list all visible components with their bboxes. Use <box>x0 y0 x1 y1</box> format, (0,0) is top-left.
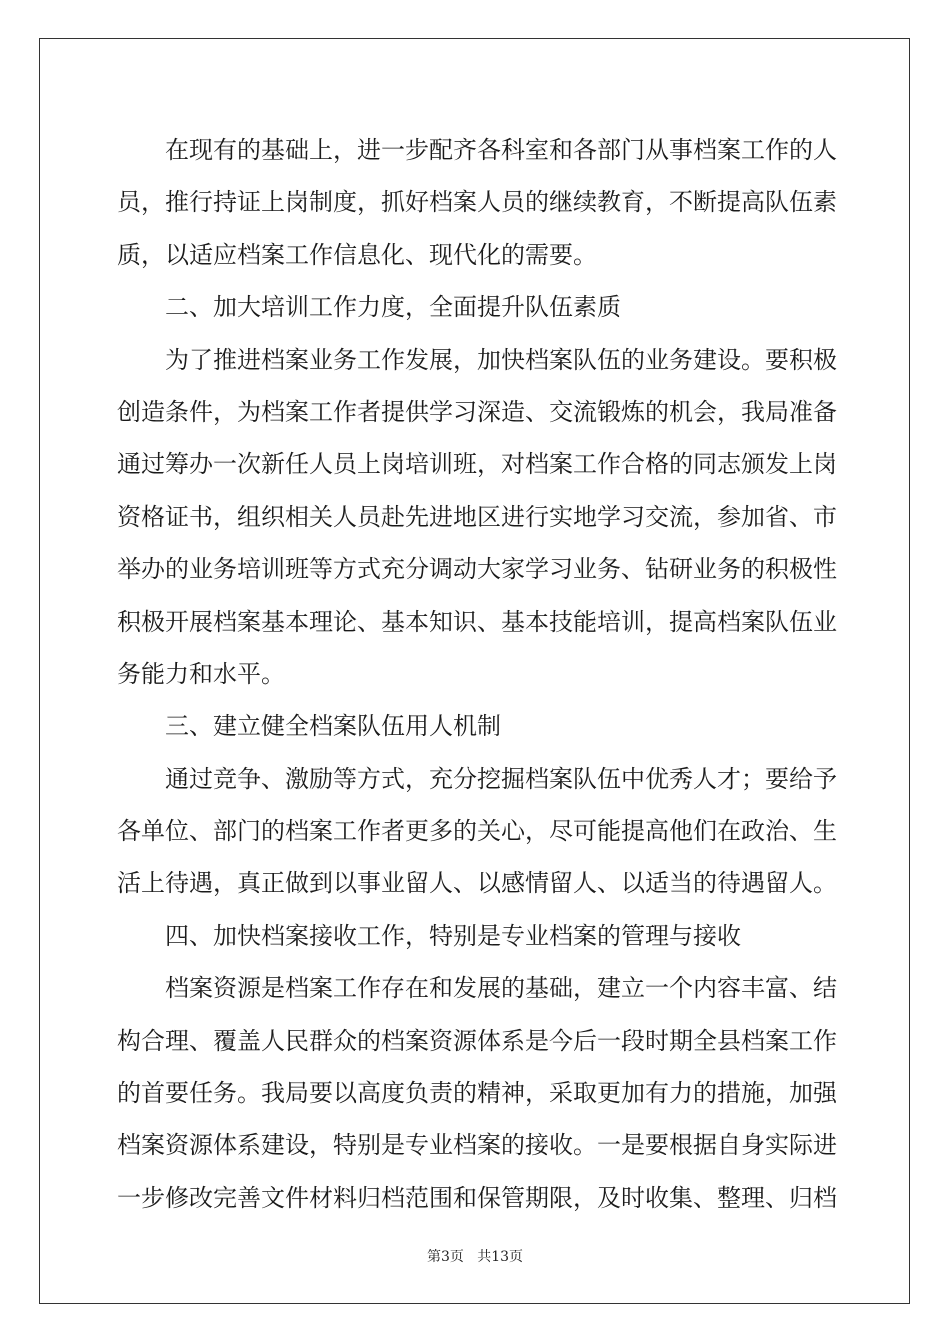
paragraph-2-line-7: 务能力和水平。 <box>117 659 285 688</box>
page-number: 3 <box>440 1249 450 1265</box>
paragraph-2-line-5: 举办的业务培训班等方式充分调动大家学习业务、钻研业务的积极性 <box>117 555 837 584</box>
section-heading-4: 四、加快档案接收工作，特别是专业档案的管理与接收 <box>165 921 741 950</box>
paragraph-4-line-3: 的首要任务。我局要以高度负责的精神，采取更加有力的措施，加强 <box>117 1079 837 1108</box>
paragraph-3-line-2: 各单位、部门的档案工作者更多的关心，尽可能提高他们在政治、生 <box>117 817 837 846</box>
paragraph-3-line-3: 活上待遇，真正做到以事业留人、以感情留人、以适当的待遇留人。 <box>117 869 837 898</box>
paragraph-2-line-2: 创造条件，为档案工作者提供学习深造、交流锻炼的机会，我局准备 <box>117 397 837 426</box>
total-pages-suffix: 页 <box>509 1249 524 1265</box>
section-heading-3: 三、建立健全档案队伍用人机制 <box>165 712 501 741</box>
paragraph-2-line-3: 通过筹办一次新任人员上岗培训班，对档案工作合格的同志颁发上岗 <box>117 450 837 479</box>
paragraph-2-line-6: 积极开展档案基本理论、基本知识、基本技能培训，提高档案队伍业 <box>117 607 837 636</box>
paragraph-1-line-2: 员，推行持证上岗制度，抓好档案人员的继续教育，不断提高队伍素 <box>117 188 837 217</box>
paragraph-4-line-1: 档案资源是档案工作存在和发展的基础，建立一个内容丰富、结 <box>165 974 837 1003</box>
paragraph-2-line-1: 为了推进档案业务工作发展，加快档案队伍的业务建设。要积极 <box>165 345 837 374</box>
paragraph-1-line-1: 在现有的基础上，进一步配齐各科室和各部门从事档案工作的人 <box>165 136 837 164</box>
total-pages: 13 <box>491 1249 510 1265</box>
total-pages-prefix: 共 <box>477 1249 492 1265</box>
section-heading-2: 二、加大培训工作力度，全面提升队伍素质 <box>165 293 621 322</box>
document-body <box>117 124 837 1224</box>
paragraph-2-line-4: 资格证书，组织相关人员赴先进地区进行实地学习交流，参加省、市 <box>117 502 837 531</box>
page-footer <box>0 1246 950 1266</box>
paragraph-4-line-5: 一步修改完善文件材料归档范围和保管期限，及时收集、整理、归档 <box>117 1183 837 1212</box>
paragraph-4-line-4: 档案资源体系建设，特别是专业档案的接收。一是要根据自身实际进 <box>117 1131 837 1160</box>
paragraph-1-line-3: 质，以适应档案工作信息化、现代化的需要。 <box>117 240 597 269</box>
paragraph-4-line-2: 构合理、覆盖人民群众的档案资源体系是今后一段时期全县档案工作 <box>117 1026 837 1055</box>
page-number-prefix: 第 <box>426 1249 441 1265</box>
paragraph-3-line-1: 通过竞争、激励等方式，充分挖掘档案队伍中优秀人才；要给予 <box>165 764 837 793</box>
page-number-suffix: 页 <box>449 1249 464 1265</box>
